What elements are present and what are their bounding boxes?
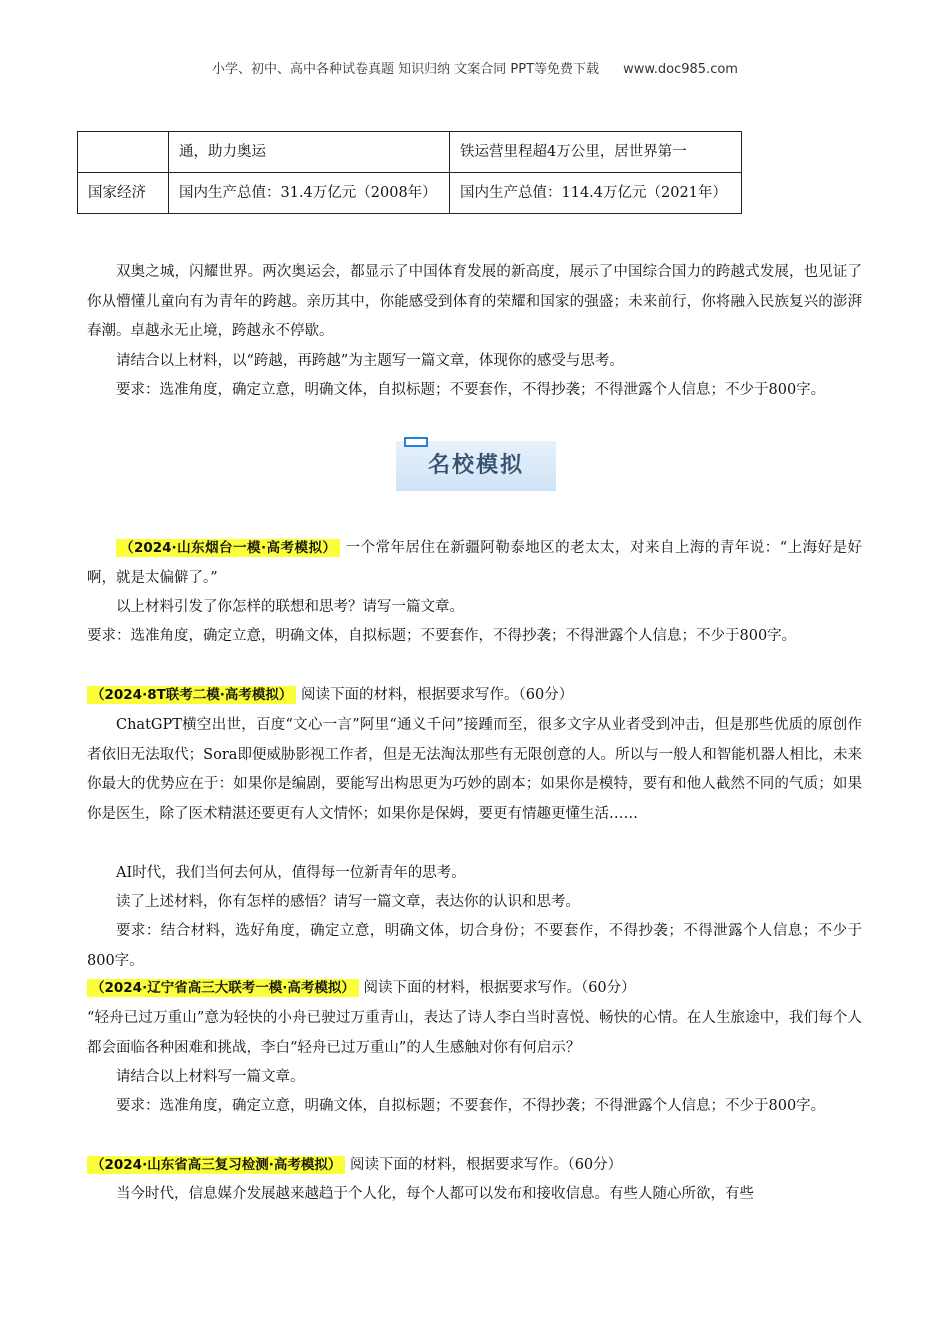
intro-requirements: 要求：选准角度，确定立意，明确文体，自拟标题；不要套作，不得抄袭；不得泄露个人信息；不少于800字。 [116,382,826,398]
question-1-prompt: 以上材料引发了你怎样的联想和思考？请写一篇文章。 [116,599,464,615]
header-text: 小学、初中、高中各种试卷真题 知识归纳 文案合同 PPT等免费下载 [212,62,600,77]
question-3-source-tag: （2024·辽宁省高三大联考一模·高考模拟） [87,979,359,997]
section-banner [396,441,556,491]
question-2-prompt: 读了上述材料，你有怎样的感悟？请写一篇文章，表达你的认识和思考。 [116,894,580,910]
question-2-material-2: AI时代，我们当何去何从，值得每一位新青年的思考。 [116,865,466,881]
table-cell: 国内生产总值：114.4万亿元（2021年） [450,173,742,214]
question-2-material: ChatGPT横空出世，百度“文心一言”阿里“通义千问”接踵而至，很多文字从业者受到冲击，但是那些优质的原创作者依旧无法取代；Sora即便威胁影视工作者，但是无法淘汰那些有无限创意的人。所以与一般人和智能机器人相比，未来你最大的优势应在于：如果你是编剧，要能写出构思更为巧妙的剧本；如果你是模特，要有和他人截然不同的气质；如果你是医生，除了医术精湛还要更有人文情怀；如果你是保姆，要更有情趣更懂生活…… [87,717,862,822]
question-1-material: （2024·山东烟台一模·高考模拟） 一个常年居住在新疆阿勒泰地区的老太太，对来自上海的青年说：“上海好是好啊，就是太偏僻了。” [87,540,862,586]
header-url[interactable]: www.doc985.com [623,62,738,77]
banner-title: 名校模拟 [427,453,524,478]
question-3-material: “轻舟已过万重山”意为轻快的小舟已驶过万重青山，表达了诗人李白当时喜悦、畅快的心情。在人生旅途中，我们每个人都会面临各种困难和挑战，李白“轻舟已过万重山”的人生感触对你有何启示？ [87,1010,862,1056]
table-cell [78,132,169,173]
question-3-prompt: 请结合以上材料写一篇文章。 [116,1069,305,1085]
table-row [78,173,742,214]
intro-paragraph: 双奥之城，闪耀世界。两次奥运会，都显示了中国体育发展的新高度，展示了中国综合国力的跨越式发展，也见证了你从懵懂儿童向有为青年的跨越。亲历其中，你能感受到体育的荣耀和国家的强盛；未来前行，你将融入民族复兴的澎湃春潮。卓越永无止境，跨越永不停歇。 [87,264,862,339]
question-4-source-tag: （2024·山东省高三复习检测·高考模拟） [87,1156,345,1174]
question-3-requirements: 要求：选准角度，确定立意，明确文体，自拟标题；不要套作，不得抄袭；不得泄露个人信息；不少于800字。 [116,1098,826,1114]
question-2-source-tag: （2024·8T联考二模·高考模拟） [87,686,296,704]
table-cell: 铁运营里程超4万公里，居世界第一 [450,132,742,173]
table-cell: 通，助力奥运 [169,132,450,173]
question-2-header: （2024·8T联考二模·高考模拟） 阅读下面的材料，根据要求写作。（60分） [87,681,862,711]
question-4-material: 当今时代，信息媒介发展越来越趋于个人化，每个人都可以发布和接收信息。有些人随心所欲，有些 [116,1186,754,1202]
table-cell: 国内生产总值：31.4万亿元（2008年） [169,173,450,214]
page-header [0,58,950,77]
banner-tab-icon [404,437,428,447]
question-2-requirements: 要求：结合材料，选好角度，确定立意，明确文体，切合身份；不要套作，不得抄袭；不得泄露个人信息；不少于800字。 [87,923,862,969]
question-4-header: （2024·山东省高三复习检测·高考模拟） 阅读下面的材料，根据要求写作。（60分） [87,1151,862,1181]
table-row [78,132,742,173]
table-cell: 国家经济 [78,173,169,214]
question-1-source-tag: （2024·山东烟台一模·高考模拟） [116,539,340,557]
question-3-header: （2024·辽宁省高三大联考一模·高考模拟） 阅读下面的材料，根据要求写作。（60分） [87,974,862,1004]
comparison-table [77,131,742,214]
question-1-requirements: 要求：选准角度，确定立意，明确文体，自拟标题；不要套作，不得抄袭；不得泄露个人信息；不少于800字。 [87,628,797,644]
intro-prompt: 请结合以上材料，以“跨越，再跨越”为主题写一篇文章，体现你的感受与思考。 [116,353,624,369]
